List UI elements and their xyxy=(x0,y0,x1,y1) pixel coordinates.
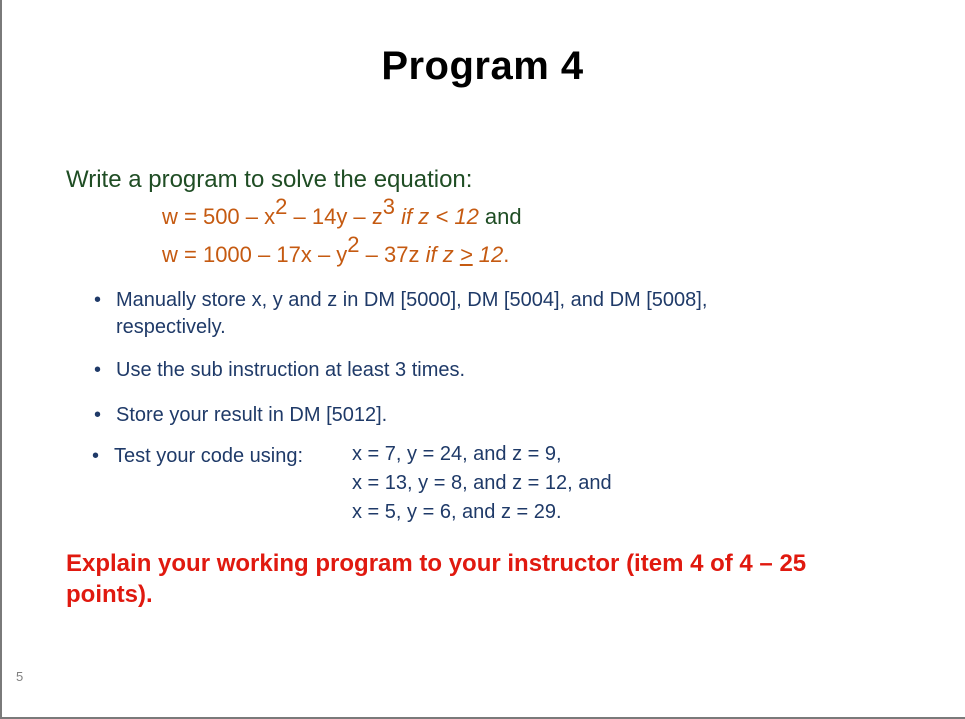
equation-2-part-a: w = 1000 – 17x – y xyxy=(162,242,348,267)
slide-left-border xyxy=(0,0,2,719)
equation-1-exponent-a: 2 xyxy=(275,193,288,219)
equation-1-part-a: w = 500 – x xyxy=(162,204,276,229)
equation-1-part-b: – 14y – z xyxy=(287,204,383,229)
equation-1-condition: if z < 12 xyxy=(395,204,479,229)
equation-2-condition-prefix: if z xyxy=(425,242,460,267)
equation-2-part-b: – 37z xyxy=(359,242,426,267)
equation-2-condition-value: 12 xyxy=(472,242,504,267)
equation-1-connector: and xyxy=(478,204,522,229)
bullet-dot: • xyxy=(94,359,102,381)
page-number: 5 xyxy=(16,669,24,684)
bullet-text: Store your result in DM [5012]. xyxy=(116,404,388,426)
explain-instruction: Explain your working program to your instructor (item 4 of 4 – 25 points). xyxy=(66,550,807,608)
bullet-item xyxy=(92,443,303,470)
equation-1-exponent-b: 3 xyxy=(382,193,396,219)
bullet-item xyxy=(94,287,816,341)
intro-text: Write a program to solve the equation: xyxy=(66,166,473,193)
equation-1 xyxy=(162,193,522,230)
test-value-line: x = 13, y = 8, and z = 12, and xyxy=(352,472,612,494)
test-value-line: x = 5, y = 6, and z = 29. xyxy=(352,501,562,523)
slide-title: Program 4 xyxy=(381,44,584,88)
equation-2-exponent-a: 2 xyxy=(347,231,360,257)
bullet-text: Test your code using: xyxy=(114,445,303,467)
bullet-item xyxy=(94,357,466,384)
bullet-item xyxy=(94,402,388,429)
bullet-dot: • xyxy=(92,445,100,467)
bullet-text: Use the sub instruction at least 3 times. xyxy=(116,359,466,381)
equation-2-end: . xyxy=(503,242,510,267)
bullet-dot: • xyxy=(94,404,102,426)
test-value-line: x = 7, y = 24, and z = 9, xyxy=(352,443,562,465)
bullet-dot: • xyxy=(94,289,102,311)
bullet-text: Manually store x, y and z in DM [5000], DM [5004], and DM [5008], respectively. xyxy=(116,289,708,338)
equation-2-condition-operator: > xyxy=(459,242,473,267)
equation-2 xyxy=(162,231,510,268)
